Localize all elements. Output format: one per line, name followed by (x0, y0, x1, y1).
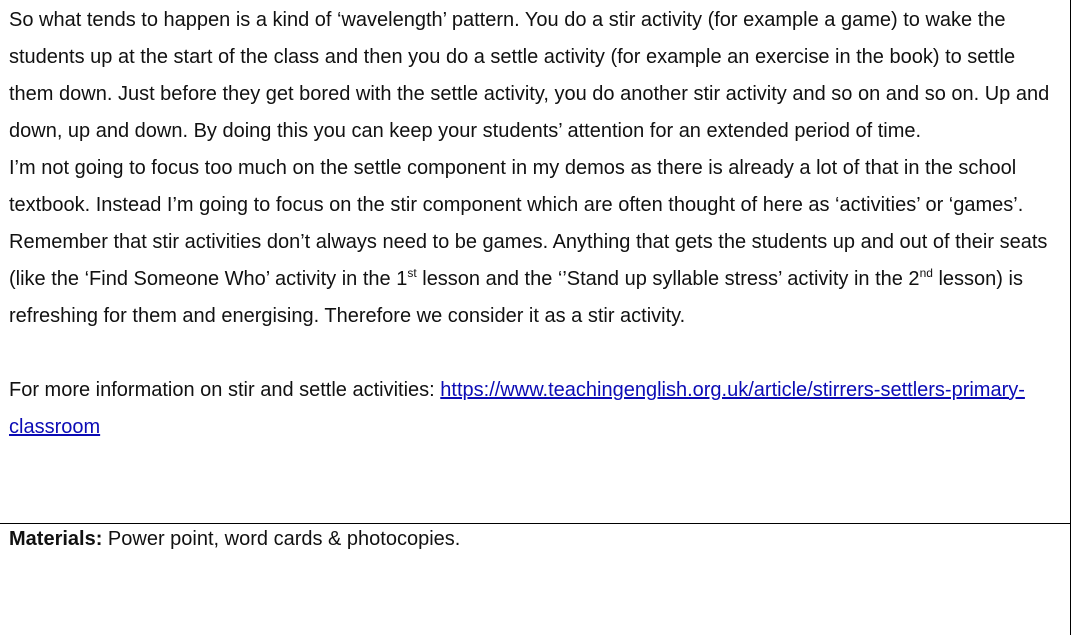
materials-value: Power point, word cards & photocopies. (102, 528, 461, 550)
stir-text-part-2: lesson and the ‘’Stand up syllable stress’ activity in the 2 (416, 268, 920, 290)
wavelength-paragraph: So what tends to happen is a kind of ‘wavelength’ pattern. You do a stir activity (for example a game) to wake the students up at the start of the class and then you do a settle activity (for example an exercise in the book) to settle them down. Just before they get bored with the settle activity, you do another stir activity and so on and so on. Up and down, up and down. By doing this you can keep your students’ attention for an extended period of time. (9, 9, 1050, 142)
focus-paragraph: I’m not going to focus too much on the settle component in my demos as there is already a lot of that in the school textbook. Instead I’m going to focus on the stir component which are often thought of here as ‘activities’ or ‘games’. (9, 157, 1024, 216)
blank-line (0, 335, 1071, 372)
ordinal-suffix-nd: nd (919, 266, 933, 280)
stir-activities-paragraph (0, 224, 1061, 335)
more-info-text: For more information on stir and settle activities: (9, 379, 441, 401)
stir-text-part-3: lesson) is refreshing for them and energising. Therefore we consider it as a stir activity. (9, 268, 1023, 327)
teachingenglish-link[interactable]: https://www.teachingenglish.org.uk/article/stirrers-settlers-primary-classroom (9, 379, 1025, 438)
materials-line (0, 524, 1071, 554)
ordinal-suffix-st: st (407, 266, 417, 280)
materials-cell (0, 524, 1071, 635)
stir-text-part-1: Remember that stir activities don’t always need to be games. Anything that gets the students up and out of their seats (like the ‘Find Someone Who’ activity in the 1 (9, 231, 1048, 290)
more-info-paragraph (0, 372, 1061, 446)
materials-label: Materials: (9, 528, 103, 550)
